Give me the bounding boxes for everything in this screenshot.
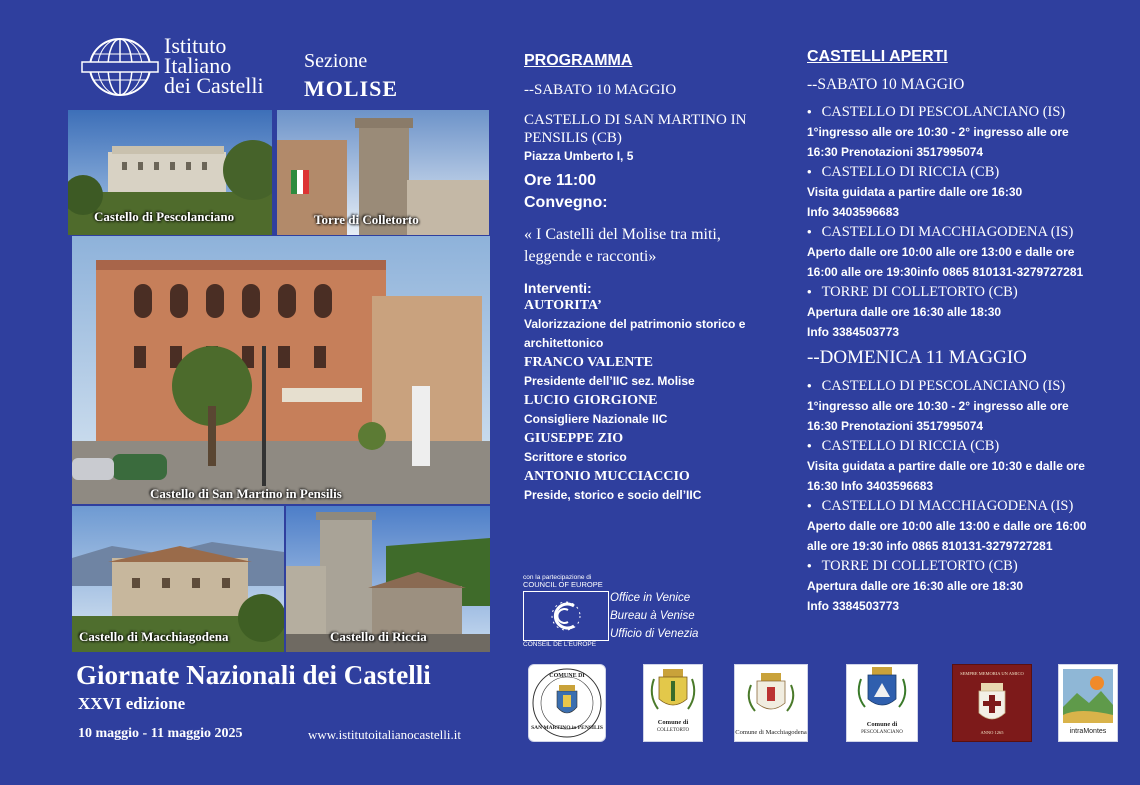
partner-logo-text: ANNO 1265 (980, 730, 1004, 735)
photo-caption: Castello di Pescolanciano (94, 209, 235, 224)
castle-item: • CASTELLO DI RICCIA (CB) (807, 438, 1000, 454)
partner-logo-text: COLLETORTO (656, 728, 690, 733)
castle-info: Info 3384503773 (807, 325, 900, 339)
castle-info: Info 3384503773 (807, 599, 900, 613)
program-type: Convegno: (524, 194, 608, 211)
castle-info: Visita guidata a partire dalle ore 16:30 (807, 185, 1023, 199)
castle-info: Info 3403596683 (807, 205, 900, 219)
partner-logo-intramontes (1058, 664, 1118, 742)
program-address: Piazza Umberto I, 5 (524, 149, 634, 163)
section-name: MOLISE (304, 76, 399, 101)
globe-logo-icon (80, 36, 160, 98)
coe-participation: con la partecipazione di (523, 574, 592, 581)
castle-item: • CASTELLO DI PESCOLANCIANO (IS) (807, 104, 1066, 120)
castle-name: TORRE DI COLLETORTO (CB) (821, 284, 1018, 300)
castle-info: Apertura dalle ore 16:30 alle 18:30 (807, 305, 1002, 319)
coat-of-arms-icon (735, 665, 807, 725)
event-title: Giornate Nazionali dei Castelli (76, 660, 431, 690)
mountains-icon (1059, 665, 1117, 727)
castles-list-sunday (807, 376, 1137, 616)
speaker-name: GIUSEPPE ZIO (524, 431, 624, 446)
partner-logo-text: Comune di (657, 719, 689, 726)
castle-item: • CASTELLO DI MACCHIAGODENA (IS) (807, 224, 1074, 240)
photo-caption: Castello di Riccia (330, 629, 427, 644)
partner-logo-text: Comune di (866, 721, 898, 728)
castle-info: 16:30 Prenotazioni 3517995074 (807, 419, 984, 433)
castle-item: • CASTELLO DI MACCHIAGODENA (IS) (807, 498, 1074, 514)
castle-info: Aperto dalle ore 10:00 alle 13:00 e dalle ore 16:00 (807, 519, 1087, 533)
partner-logo-riccia (952, 664, 1032, 742)
castle-name: CASTELLO DI MACCHIAGODENA (IS) (821, 498, 1074, 514)
section-label: Sezione (304, 50, 368, 72)
council-of-europe-stars-icon (523, 591, 609, 641)
org-name (164, 33, 264, 98)
program-day: --SABATO 10 MAGGIO (524, 82, 677, 98)
coat-of-arms-icon (644, 665, 702, 721)
castles-day: --SABATO 10 MAGGIO (807, 76, 965, 93)
castle-name: CASTELLO DI RICCIA (CB) (821, 164, 1000, 180)
speaker-name: FRANCO VALENTE (524, 355, 654, 370)
program-heading: PROGRAMMA (524, 52, 633, 69)
castles-day: --DOMENICA 11 MAGGIO (807, 347, 1027, 368)
castle-info: 1°ingresso alle ore 10:30 - 2° ingresso alle ore (807, 125, 1069, 139)
partner-logo-text: intraMontes (1069, 728, 1107, 735)
castle-item: • TORRE DI COLLETORTO (CB) (807, 284, 1018, 300)
coat-of-arms-icon (847, 665, 917, 721)
speakers-heading: Interventi: (524, 280, 592, 296)
partner-logo-text: Comune di Macchiagodena (735, 729, 807, 736)
castles-list-saturday (807, 102, 1137, 342)
castle-info: 16:00 alle ore 19:30info 0865 810131-3279727281 (807, 265, 1084, 279)
program-venue: CASTELLO DI SAN MARTINO IN (524, 112, 747, 128)
castle-info: Apertura dalle ore 16:30 alle ore 18:30 (807, 579, 1024, 593)
partner-logo-text: PESCOLANCIANO (861, 730, 903, 735)
coe-office-en: Office in Venice (610, 592, 691, 604)
castle-info: 1°ingresso alle ore 10:30 - 2° ingresso alle ore (807, 399, 1069, 413)
partner-logo-text: COMUNE DI (549, 673, 585, 679)
website-link[interactable]: www.istitutoitalianocastelli.it (308, 727, 461, 742)
speaker-role: Valorizzazione del patrimonio storico e (524, 317, 746, 331)
talk-title: leggende e racconti» (524, 248, 657, 265)
council-of-europe-logo (523, 574, 723, 650)
photo-castello-pescolanciano (68, 110, 272, 235)
program-venue: PENSILIS (CB) (524, 130, 622, 146)
speaker-role: Preside, storico e socio dell’IIC (524, 488, 702, 502)
castles-heading: CASTELLI APERTI (807, 48, 948, 65)
speaker-name: AUTORITA’ (524, 298, 602, 313)
speaker-role: Consigliere Nazionale IIC (524, 412, 668, 426)
castle-name: CASTELLO DI RICCIA (CB) (821, 438, 1000, 454)
partner-logo-san-martino (528, 664, 606, 742)
castle-info: 16:30 Prenotazioni 3517995074 (807, 145, 984, 159)
speaker-role: Presidente dell’IIC sez. Molise (524, 374, 695, 388)
castle-info: Visita guidata a partire dalle ore 10:30 e dalle ore (807, 459, 1085, 473)
partner-logo-text: SEMPRE MEMORIA UN AMICO (960, 671, 1024, 676)
castle-item: • TORRE DI COLLETORTO (CB) (807, 558, 1018, 574)
org-name-line: Istituto (164, 33, 227, 58)
castle-item: • CASTELLO DI RICCIA (CB) (807, 164, 1000, 180)
castles-open-column (807, 48, 1137, 616)
event-edition: XXVI edizione (78, 694, 186, 713)
castle-info: alle ore 19:30 info 0865 810131-3279727281 (807, 539, 1053, 553)
partner-logo-text: SAN MARTINO in PENSILIS (531, 725, 603, 731)
program-time: Ore 11:00 (524, 172, 597, 189)
castle-name: CASTELLO DI MACCHIAGODENA (IS) (821, 224, 1074, 240)
program-column (524, 52, 784, 505)
castle-name: CASTELLO DI PESCOLANCIANO (IS) (821, 378, 1066, 394)
photo-torre-colletorto (277, 110, 489, 235)
castle-info: 16:30 Info 3403596683 (807, 479, 934, 493)
speaker-role: Scrittore e storico (524, 450, 627, 464)
org-name-line: dei Castelli (164, 73, 264, 98)
partner-logo-colletorto (643, 664, 703, 742)
partner-logo-pescolanciano (846, 664, 918, 742)
partner-logo-macchiagodena (734, 664, 808, 742)
coe-conseil: CONSEIL DE L’EUROPE (523, 641, 597, 648)
castle-info: Aperto dalle ore 10:00 alle ore 13:00 e dalle ore (807, 245, 1075, 259)
coe-participation: COUNCIL OF EUROPE (523, 580, 603, 589)
coe-office-it: Ufficio di Venezia (610, 628, 699, 640)
photo-caption: Castello di San Martino in Pensilis (150, 486, 342, 501)
speaker-name: ANTONIO MUCCIACCIO (524, 469, 690, 484)
photo-castello-riccia (286, 506, 490, 652)
speaker-role: architettonico (524, 336, 604, 350)
photo-castello-macchiagodena (72, 506, 284, 652)
castle-name: TORRE DI COLLETORTO (CB) (821, 558, 1018, 574)
castle-item: • CASTELLO DI PESCOLANCIANO (IS) (807, 378, 1066, 394)
org-name-line: Italiano (164, 53, 232, 78)
speaker-name: LUCIO GIORGIONE (524, 393, 658, 408)
castle-name: CASTELLO DI PESCOLANCIANO (IS) (821, 104, 1066, 120)
photo-caption: Torre di Colletorto (314, 212, 419, 227)
talk-title: « I Castelli del Molise tra miti, (524, 226, 721, 243)
photo-castello-san-martino (72, 236, 490, 504)
event-dates: 10 maggio - 11 maggio 2025 (78, 726, 243, 741)
photo-caption: Castello di Macchiagodena (79, 629, 229, 644)
coe-office-fr: Bureau à Venise (610, 610, 695, 622)
